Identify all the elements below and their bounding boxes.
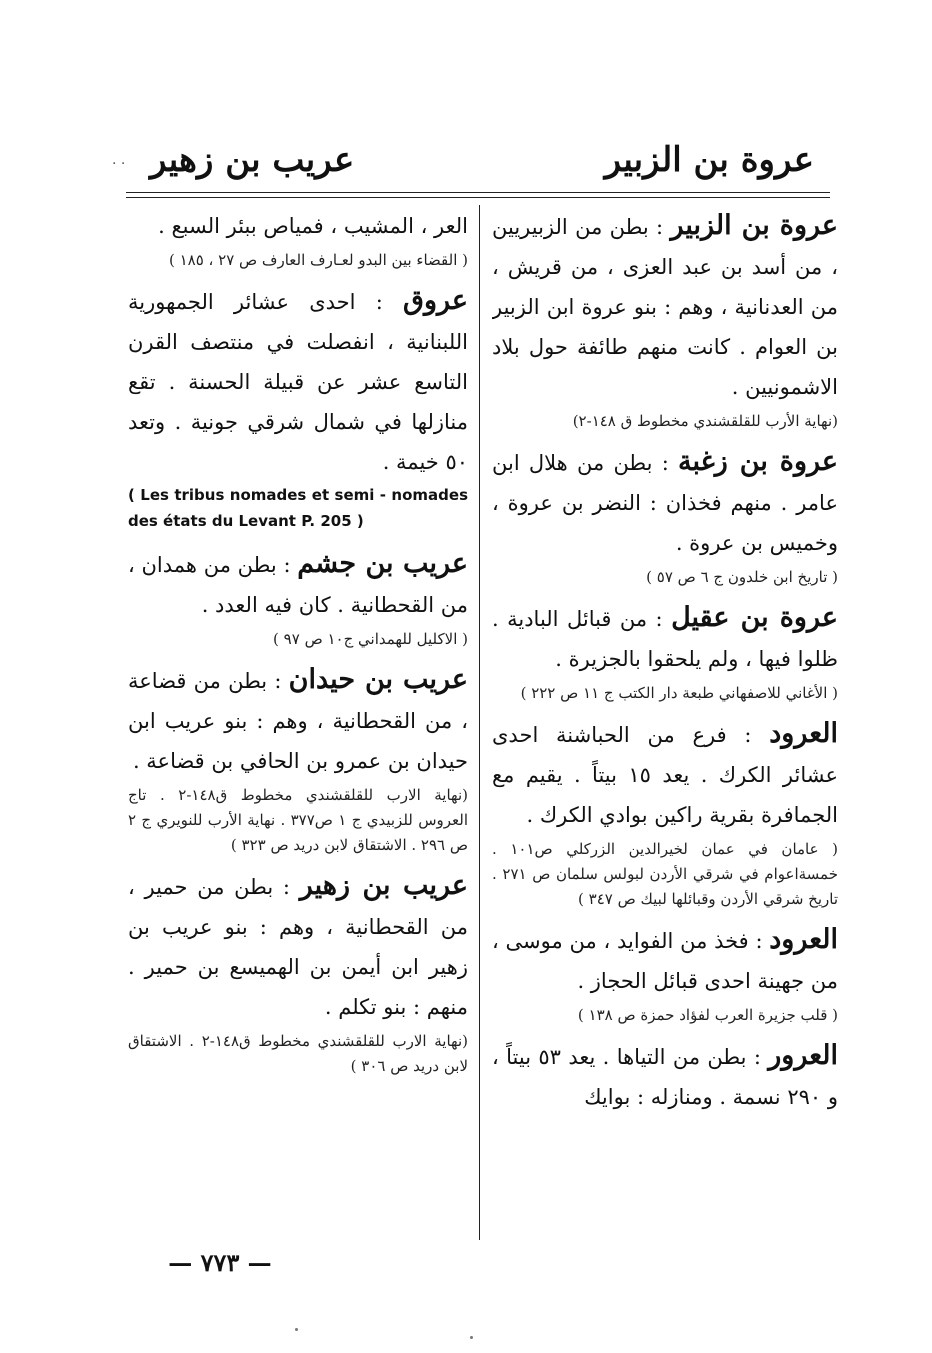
entry-al-urur: [492, 1036, 838, 1117]
entry-urwa-ibn-al-zubayr: [492, 206, 838, 434]
scan-speck: [295, 1328, 298, 1331]
entry-reference: (نهاية الأرب للقلقشندي مخطوط ق ١٤٨-٢): [572, 412, 838, 430]
column-divider: [479, 205, 480, 1240]
running-head-left: عريب بن زهير: [150, 140, 355, 180]
running-head-right: عروة بن الزبير: [604, 140, 814, 180]
entry-reference: (نهاية الارب للقلقشندي مخطوط ق١٤٨-٢ . الاشتقاق لابن دريد ص ٣٠٦ ): [128, 1032, 468, 1075]
entry-head: عريب بن حيدان: [288, 664, 468, 695]
entry-text: : بطن من هلال ابن عامر . منهم فخذان : النضر بن عروة ، وخميس بن عروة .: [492, 451, 838, 555]
entry-reference: ( الأغاني للاصفهاني طبعة دار الكتب ج ١١ ص ٢٢٢ ): [520, 684, 838, 702]
entry-reference: (نهاية الارب للقلقشندي مخطوط ق١٤٨-٢ . تاج العروس للزبيدي ج ١ ص٣٧٧ . نهاية الأرب للنويري ج ٢ ص ٢٩٦ . الاشتقاق لابن دريد ص ٣٢٣ ): [128, 786, 468, 854]
entry-text: : بطن من التياها . يعد ٥٣ بيتاً ، و ٢٩٠ نسمة . ومنازله : بوايك: [492, 1045, 838, 1109]
left-column: [128, 206, 468, 1246]
entry-reference-latin: ( Les tribus nomades et semi - nomades des états du Levant P. 205 ): [128, 486, 468, 530]
entry-text: : فرع من الحباشنة احدى عشائر الكرك . يعد ١٥ بيتاً . يقيم مع الجمافرة بقرية راكين بوادي الكرك .: [492, 723, 838, 827]
entry-reference: ( عامان في عمان لخيرالدين الزركلي ص١٠١ . خمسةاعوام في شرقي الأردن لبولس سلمان ص ٢٧١ . تاريخ شرقي الأردن وقبائلها لبيك ص ٣٤٧ ): [492, 840, 838, 908]
right-column: [492, 206, 838, 1246]
entry-text: : احدى عشائر الجمهورية اللبنانية ، انفصلت في منتصف القرن التاسع عشر عن قبيلة الحسنة . تقع منازلها في شمال شرقي جونية . وتعد ٥٠ خيمة .: [128, 290, 468, 474]
entry-text: : من قبائل البادية . ظلوا فيها ، ولم يلحقوا بالجزيرة .: [492, 607, 838, 671]
entry-urayb-ibn-zuhayr: [128, 866, 468, 1079]
entry-text: العر ، المشيب ، فمياص ببئر السبع .: [158, 214, 468, 238]
entry-head: العرور: [768, 1040, 838, 1071]
entry-text: : بطن من حمير ، من القحطانية ، وهم : بنو عريب بن زهير ابن أيمن بن الهميسع بن حمير . منهم : بنو تكلم .: [128, 875, 468, 1019]
entry-head: العرود: [769, 718, 838, 749]
entry-al-urud-1: [492, 714, 838, 912]
header-rule: [126, 192, 830, 193]
entry-text: : بطن من همدان ، من القحطانية . كان فيه العدد .: [128, 553, 468, 617]
entry-urwa-ibn-zughba: [492, 442, 838, 590]
entry-reference: ( تاريخ ابن خلدون ج ٦ ص ٥٧ ): [646, 568, 838, 586]
scan-speck: [470, 1336, 473, 1339]
entry-head: عريب بن زهير: [299, 870, 468, 901]
entry-text: : بطن من قضاعة ، من القحطانية ، وهم : بنو عريب ابن حيدان بن عمرو بن الحافي بن قضاعة .: [128, 669, 468, 773]
header-ornament: . .: [112, 152, 126, 168]
entry-urayb-ibn-jusham: [128, 544, 468, 652]
entry-urwa-ibn-uqayl: [492, 598, 838, 706]
entry-text: : فخذ من الفوايد ، من موسى ، من جهينة احدى قبائل الحجاز .: [492, 929, 838, 993]
entry-head: العرود: [769, 924, 838, 955]
entry-uruq: [128, 281, 468, 534]
entry-head: عروة بن زغبة: [678, 446, 838, 477]
entry-text: : بطن من الزبيريين ، من أسد بن عبد العزى ، من قريش ، من العدنانية ، وهم : بنو عروة ابن الزبير بن العوام . كانت منهم طائفة حول بلاد الاشمونيين .: [492, 215, 838, 399]
entry-urayb-ibn-haydan: [128, 660, 468, 858]
header-rule-double: [126, 197, 830, 198]
entry-reference: ( قلب جزيرة العرب لفؤاد حمزة ص ١٣٨ ): [577, 1006, 838, 1024]
entry-head: عريب بن جشم: [297, 548, 468, 579]
entry-head: عروة بن الزبير: [670, 210, 838, 241]
page-number: — ٧٧٣ —: [168, 1248, 272, 1277]
entry-reference: ( القضاء بين البدو لعـارف العارف ص ٢٧ ، ١٨٥ ): [168, 251, 468, 269]
entry-reference: ( الاكليل للهمداني ج١٠ ص ٩٧ ): [273, 630, 468, 648]
entry-head: عروة بن عقيل: [671, 602, 838, 633]
entry-al-urud-2: [492, 920, 838, 1028]
entry-head: عروق: [403, 285, 468, 316]
entry-continuation: [128, 206, 468, 273]
